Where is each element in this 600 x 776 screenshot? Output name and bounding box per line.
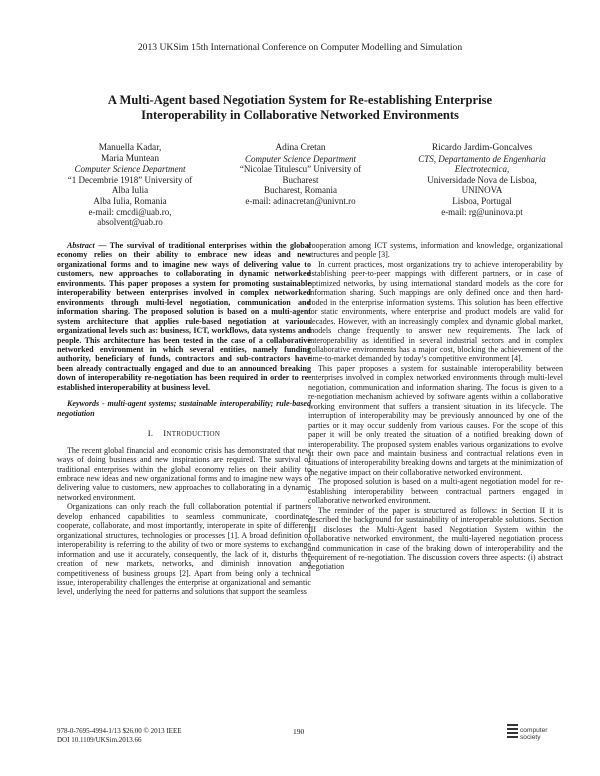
footer-info: [57, 727, 182, 744]
doi-line: DOI 10.1109/UKSim.2013.66: [57, 735, 142, 744]
author-department: Computer Science Department: [74, 164, 186, 175]
logo-mark-icon: [507, 722, 518, 740]
author-affiliation: “1 Decembrie 1918” University of: [67, 174, 193, 185]
right-column: [308, 241, 563, 572]
abstract: [57, 241, 311, 392]
logo-line: society: [520, 733, 541, 741]
author-email: e-mail: rg@uninova.pt: [441, 206, 523, 217]
author-department: CTS, Departamento de Engenharia Electrotecnica,: [418, 153, 546, 175]
author-affiliation: Alba Iulia: [111, 185, 149, 196]
author-location: Bucharest, Romania: [264, 185, 337, 196]
section-title-rest: NTRODUCTION: [166, 430, 221, 439]
body-paragraph: The proposed solution is based on a multi-agent negotiation model for re-establishing interoperability between contractual partners engaged in collaborative networked environment.: [308, 477, 563, 506]
section-number: I.: [147, 428, 154, 439]
paper-title: [60, 93, 540, 123]
author-affiliation: Bucharest: [282, 174, 319, 185]
keywords: Keywords - multi-agent systems; sustainable interoperability; rule-based negotiation: [57, 399, 311, 418]
author-email: absolvent@uab.ro: [97, 217, 163, 228]
body-paragraph: The reminder of the paper is structured as follows: in Section II it is described the background for sustainability of interoperable solutions. Section III discloses the Multi-Agent based Negotiation System within the collaborative networked environment, the multi-layered negotiation process and communication in case of the braking down of interoperability and the requirement of re-negotiation. The discussion covers three aspects: (i) abstract negotiation: [308, 505, 563, 572]
body-paragraph: Organizations can only reach the full collaboration potential if partners develop enhanced capabilities to seamless communicate, coordinate, cooperate, collaborate, and most importantly, interoperate in spite of different organizational structures, technologies or processes [1]. A broad definition of interoperability is referring to the ability of two or more systems to exchange information and use it accurately, consequently, the lack of it, disturbs the creation of new markets, networks, and diminish innovation and competitiveness of business groups [2]. Apart from being only a technical issue, interoperability challenges the enterprise at organizational and semantic level, underlying the need for patterns and solutions that support the seamless: [57, 502, 311, 597]
isbn-line: 978-0-7695-4994-1/13 $26.00 © 2013 IEEE: [57, 727, 182, 735]
abstract-text: — The survival of traditional enterprises within the global economy relies on their ability to embrace new ideas and new organizational forms and to imagine new ways of delivering value to customers, new approaches to collaborating in dynamic networked environments. This paper proposes a system for promoting sustainable interoperability between enterprises involved in complex networked environments through multi-level negotiation, communication and information sharing. The proposed solution is based on a multi-agent system architecture that applies rule-based negotiation at various organizational levels such as: business, ICT, workflows, data systems and people. This architecture has been tested in the case of a collaborative networked environment in which several entities, namely funding authority, beneficiary of funds, contractors and sub-contractors have been already contractually engaged and due to an announced breaking down of interoperability re-negotiation has been required in order to re-established interoperability at business level.: [57, 241, 311, 392]
logo-text: [520, 728, 548, 741]
computer-society-logo: [506, 722, 556, 752]
author-name: Manuella Kadar,: [98, 143, 162, 153]
author-name: Adina Cretan: [275, 143, 326, 153]
body-paragraph: cooperation among ICT systems, information and knowledge, organizational structures and people [3].: [308, 241, 563, 260]
author-affiliation: UNINOVA: [461, 185, 503, 196]
author-affiliation: “Nicolae Titulescu” University of: [239, 164, 362, 175]
author-name: Maria Muntean: [100, 153, 160, 164]
body-paragraph: The recent global financial and economic crisis has demonstrated that new ways of doing business and new inspirations are required. The survival of traditional enterprises within the global economy relies on their ability to embrace new ideas and new organizational forms and to imagine new ways of delivering value to customers, new approaches to collaborating in a dynamic networked environment.: [57, 445, 311, 502]
author-email: e-mail: cmcdi@uab.ro,: [88, 206, 172, 217]
title-line: A Multi-Agent based Negotiation System for Re-establishing Enterprise: [107, 93, 493, 107]
abstract-label: Abstract: [67, 241, 95, 250]
body-paragraph: In current practices, most organizations try to achieve interoperability by establishing peer-to-peer mappings with different partners, or in case of optimized networks, by using international standard models as the core for information sharing. Such mappings are only defined once and then hard-coded in the enterprise information systems. This solution has been effective for static environments, where enterprise and product models are valid for decades. However, with an increasingly complex and dynamic global market, models change frequently to answer new requirements. The lack of interoperability as identified in several industrial sectors and in complex collaborative environments has a major cost, blocking the achievement of the time-to-market demanded by today’s competitive environment [4].: [308, 259, 563, 364]
logo-line: computer: [520, 727, 548, 734]
author-email: e-mail: adinacretan@univnt.ro: [245, 195, 356, 206]
author-affiliation: Universidade Nova de Lisboa,: [427, 174, 537, 185]
title-line: Interoperability in Collaborative Networked Environments: [141, 108, 459, 122]
left-column: [57, 241, 311, 597]
author-name: Ricardo Jardim-Goncalves: [431, 143, 533, 153]
page-number: 190: [293, 727, 305, 736]
author-department: Computer Science Department: [245, 153, 356, 164]
section-heading: [57, 429, 311, 439]
section-first-letter: I: [163, 428, 167, 439]
author-block-3: [392, 143, 572, 217]
body-paragraph: This paper proposes a system for sustainable interoperability between enterprises involved in complex networked environments through multi-level negotiation, communication and information sharing. The focus is given to a re-negotiation mechanism achieved by software agents within a collaborative working environment that suffers a transient situation in its lifecycle. The interruption of interoperability may be previously announced by one of the parties or it may occur suddenly from various causes. For the scope of this paper it will be only treated the situation of a notified breaking down of interoperability. The proposed system enables various organizations to evolve at their own pace and maintain business and contractual relations even in situations of interoperability breaking downs and targets at the minimization of the negative impact on their collaborative networked environment.: [308, 363, 563, 477]
author-location: Lisboa, Portugal: [452, 195, 512, 206]
author-block-1: [45, 143, 215, 228]
author-location: Alba Iulia, Romania: [93, 195, 167, 206]
conference-header: 2013 UKSim 15th International Conference on Computer Modelling and Simulation: [137, 42, 463, 53]
author-block-2: [218, 143, 383, 207]
